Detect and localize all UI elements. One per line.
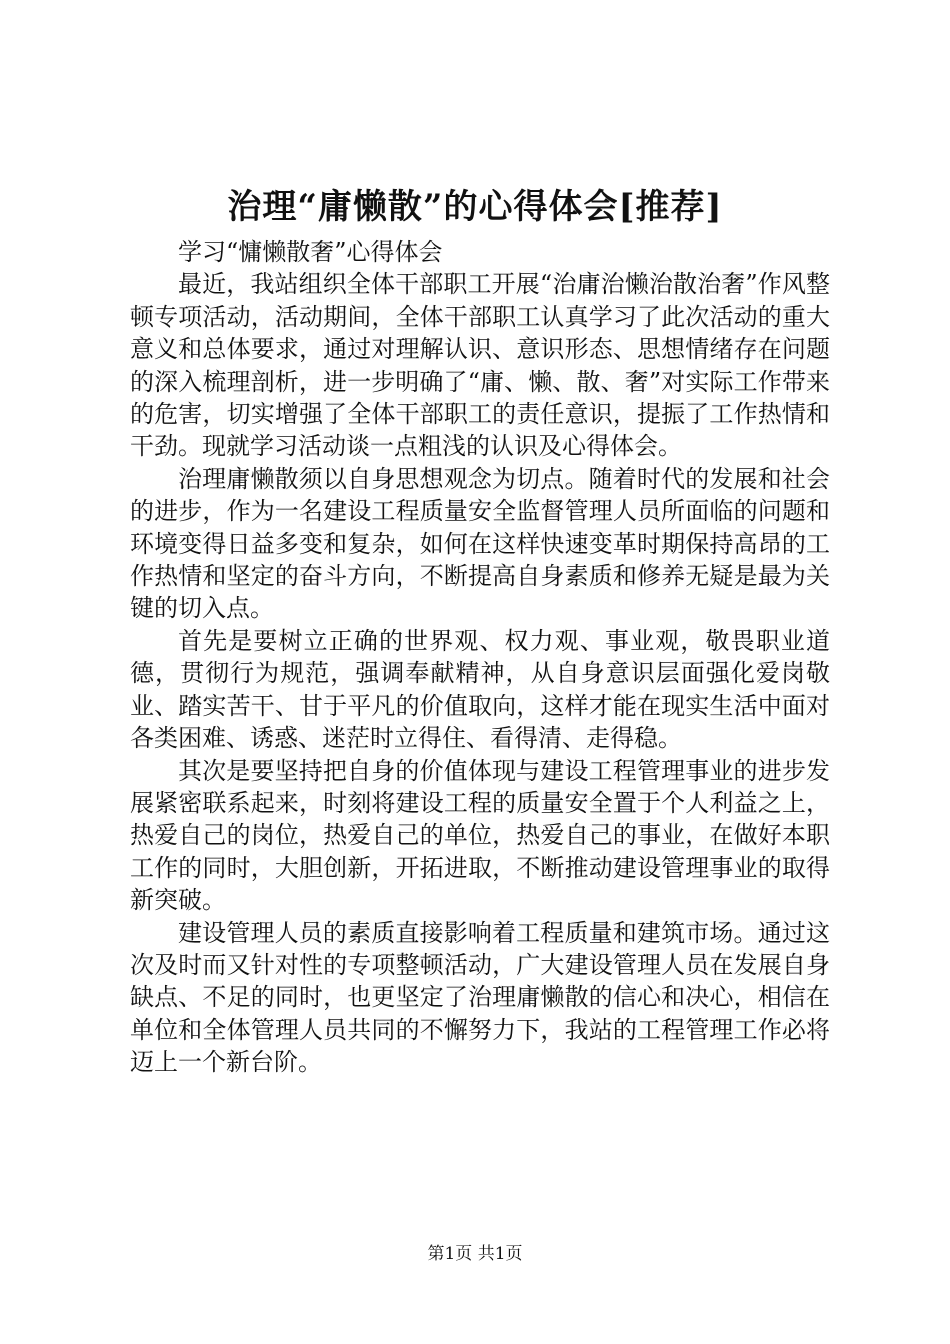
paragraph-1: 最近，我站组织全体干部职工开展“治庸治懒治散治奢”作风整顿专项活动，活动期间，全体干部职工认真学习了此次活动的重大意义和总体要求，通过对理解认识、意识形态、思想情绪存在问题的深入梳理剖析，进一步明确了“庸、懒、散、奢”对实际工作带来的危害，切实增强了全体干部职工的责任意识，提振了工作热情和干劲。现就学习活动谈一点粗浅的认识及心得体会。 xyxy=(130,270,830,461)
document-subtitle: 学习“慵懒散奢”心得体会 xyxy=(178,238,443,266)
paragraph-4: 其次是要坚持把自身的价值体现与建设工程管理事业的进步发展紧密联系起来，时刻将建设工程的质量安全置于个人利益之上，热爱自己的岗位，热爱自己的单位，热爱自己的事业，在做好本职工作的同时，大胆创新，开拓进取，不断推动建设管理事业的取得新突破。 xyxy=(130,756,830,915)
document-body xyxy=(130,236,830,1079)
document-title: 治理“庸懒散”的心得体会[推荐] xyxy=(227,187,723,227)
page-footer: 第1页 共1页 xyxy=(427,1244,523,1264)
paragraph-3: 首先是要树立正确的世界观、权力观、事业观，敬畏职业道德，贯彻行为规范，强调奉献精神，从自身意识层面强化爱岗敬业、踏实苦干、甘于平凡的价值取向，这样才能在现实生活中面对各类困难、诱惑、迷茫时立得住、看得清、走得稳。 xyxy=(130,626,830,753)
paragraph-5: 建设管理人员的素质直接影响着工程质量和建筑市场。通过这次及时而又针对性的专项整顿活动，广大建设管理人员在发展自身缺点、不足的同时，也更坚定了治理庸懒散的信心和决心，相信在单位和全体管理人员共同的不懈努力下，我站的工程管理工作必将迈上一个新台阶。 xyxy=(130,918,830,1077)
paragraph-2: 治理庸懒散须以自身思想观念为切点。随着时代的发展和社会的进步，作为一名建设工程质量安全监督管理人员所面临的问题和环境变得日益多变和复杂，如何在这样快速变革时期保持高昂的工作热情和坚定的奋斗方向，不断提高自身素质和修养无疑是最为关键的切入点。 xyxy=(130,464,830,623)
